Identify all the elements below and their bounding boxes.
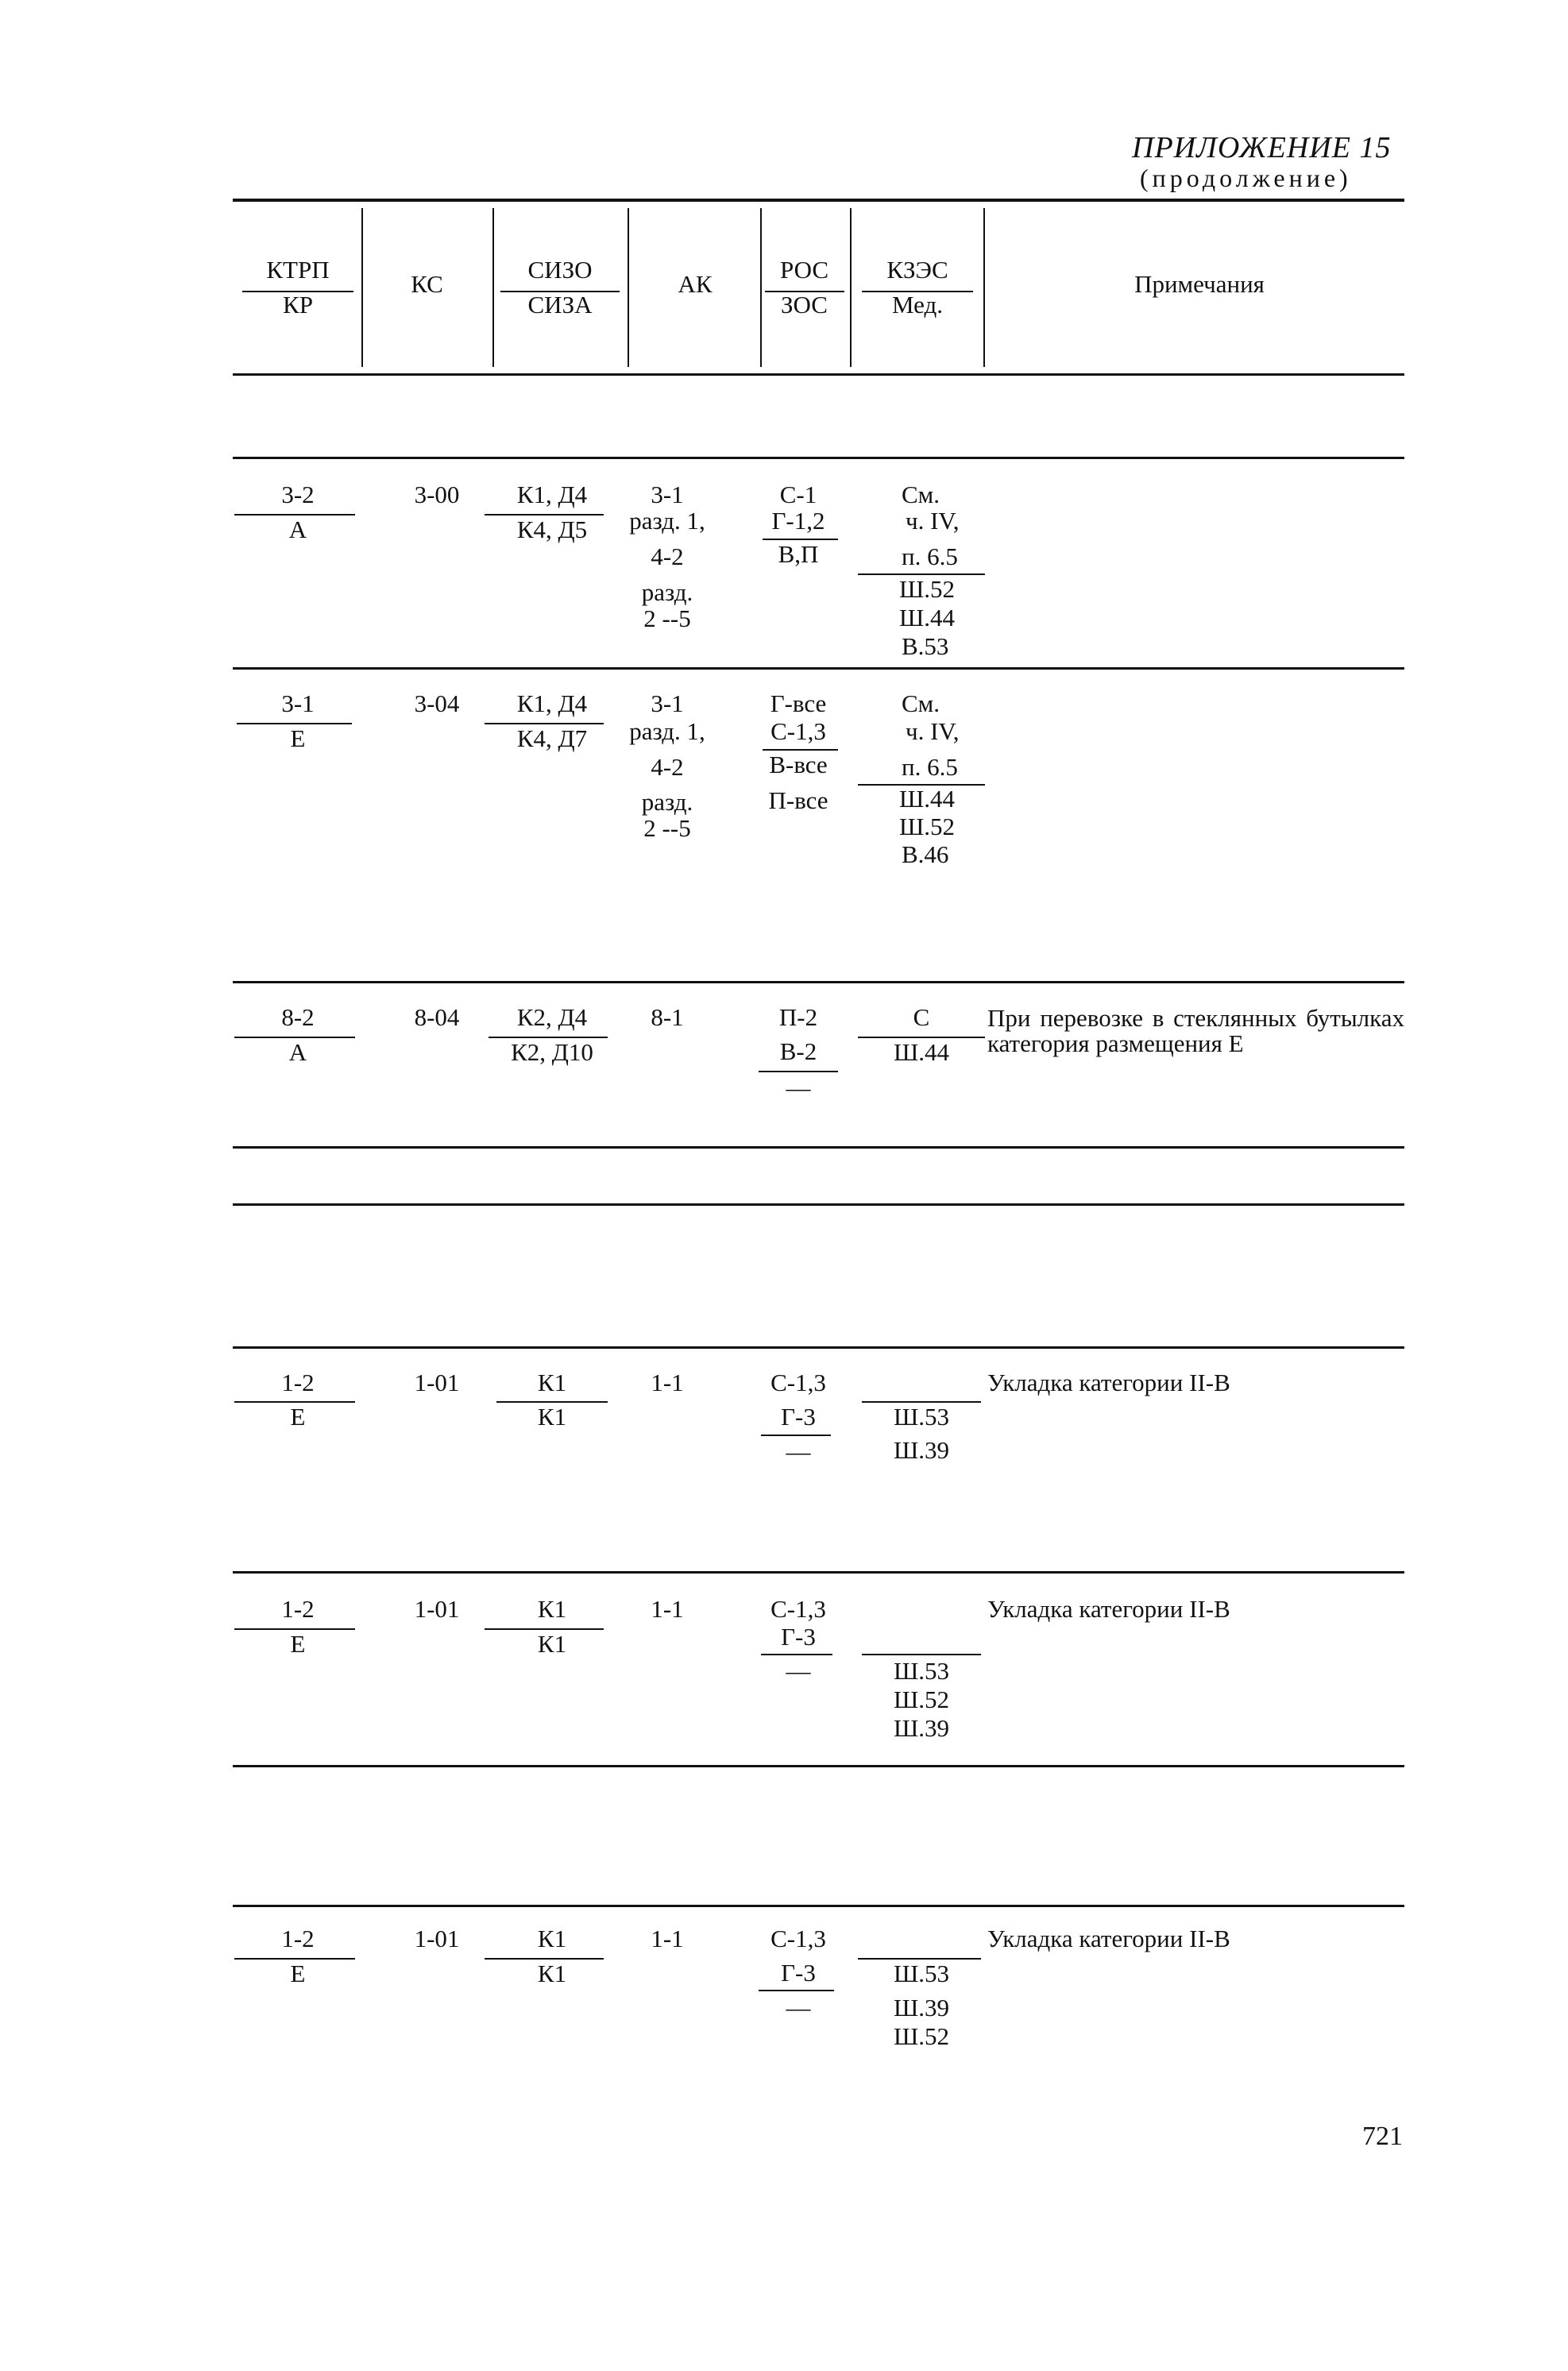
fraction-bar <box>862 1654 981 1655</box>
cell-siza: К4, Д7 <box>516 724 588 752</box>
cell-ros: Г-3 <box>781 1959 816 1987</box>
cell-ak: 8-1 <box>651 1003 684 1031</box>
cell-ak: разд. <box>641 788 693 816</box>
cell-kr: Е <box>290 724 306 752</box>
fraction-bar <box>759 1990 834 1991</box>
cell-ros: С-1,3 <box>770 1369 826 1396</box>
cell-sizo: К1 <box>537 1595 567 1623</box>
cell-sizo: К2, Д4 <box>516 1003 588 1031</box>
header-bottom-rule <box>233 373 1404 376</box>
header-ks: КС <box>411 270 443 298</box>
cell-zos: — <box>786 1438 811 1465</box>
cell-zos: — <box>786 1074 811 1102</box>
header-divider <box>850 208 852 367</box>
cell-med: Ш.53 <box>893 1960 950 1987</box>
cell-ak: 3-1 <box>651 481 684 508</box>
header-divider <box>492 208 494 367</box>
cell-siza: К1 <box>537 1630 567 1658</box>
header-divider <box>760 208 762 367</box>
cell-ros: С-1 <box>779 481 817 508</box>
cell-kr: Е <box>290 1960 306 1987</box>
cell-kzes: См. <box>902 689 940 717</box>
page-number: 721 <box>1362 2122 1403 2151</box>
cell-ros: С-1,3 <box>770 1925 826 1952</box>
cell-ros: Г-все <box>770 689 827 717</box>
cell-ak: 1-1 <box>651 1925 684 1952</box>
cell-med: Ш.53 <box>893 1657 950 1685</box>
cell-ktrp: 3-1 <box>281 689 315 717</box>
cell-ak: 4-2 <box>651 753 684 781</box>
cell-kzes: п. 6.5 <box>902 753 958 781</box>
table-top-rule <box>233 199 1404 202</box>
cell-siza: К1 <box>537 1403 567 1431</box>
header-kzes: КЗЭС <box>886 256 948 284</box>
cell-ak: 2 --5 <box>643 604 691 632</box>
header-divider <box>628 208 629 367</box>
cell-ktrp: 1-2 <box>281 1925 315 1952</box>
cell-ktrp: 3-2 <box>281 481 315 508</box>
cell-sizo: К1, Д4 <box>516 689 588 717</box>
cell-zos: — <box>786 1994 811 2022</box>
cell-ros: Г-3 <box>781 1403 816 1431</box>
cell-med: Ш.39 <box>893 1436 950 1464</box>
cell-ros: Г-1,2 <box>771 507 825 535</box>
header-ak: АК <box>678 270 713 298</box>
cell-ktrp: 1-2 <box>281 1595 315 1623</box>
cell-ros: С-1,3 <box>770 717 826 745</box>
header-siza: СИЗА <box>527 291 593 319</box>
row-separator <box>233 1146 1404 1149</box>
cell-med: Ш.52 <box>899 813 956 840</box>
cell-zos: В-все <box>769 751 828 778</box>
cell-med: Ш.53 <box>893 1403 950 1431</box>
cell-ak: разд. 1, <box>629 507 705 535</box>
row-separator <box>233 1571 1404 1574</box>
cell-sizo: К1, Д4 <box>516 481 588 508</box>
cell-ktrp: 8-2 <box>281 1003 315 1031</box>
cell-ak: 2 --5 <box>643 814 691 842</box>
cell-zos: П-все <box>768 786 828 814</box>
header-ktrp: КТРП <box>266 256 330 284</box>
header-kr: КР <box>283 291 313 319</box>
cell-ros: П-2 <box>778 1003 818 1031</box>
cell-ks: 1-01 <box>414 1595 460 1623</box>
row-separator <box>233 1203 1404 1206</box>
appendix-title: ПРИЛОЖЕНИЕ 15 <box>1132 131 1392 164</box>
cell-med: Ш.52 <box>893 1686 950 1713</box>
row-separator <box>233 667 1404 670</box>
row-separator <box>233 981 1404 983</box>
header-med: Мед. <box>891 291 944 319</box>
cell-kzes: п. 6.5 <box>902 543 958 570</box>
row-separator <box>233 1765 1404 1767</box>
cell-zos: В,П <box>778 540 819 568</box>
appendix-subtitle: (продолжение) <box>1140 164 1352 192</box>
cell-ros: Г-3 <box>781 1623 816 1651</box>
cell-med: Ш.39 <box>893 1994 950 2022</box>
cell-sizo: К1 <box>537 1925 567 1952</box>
cell-note: Укладка категории II-В <box>987 1595 1230 1623</box>
cell-ak: разд. <box>641 578 693 606</box>
header-ros: РОС <box>779 256 829 284</box>
row-separator <box>233 457 1404 459</box>
header-sizo: СИЗО <box>527 256 593 284</box>
cell-ak: разд. 1, <box>629 717 705 745</box>
header-notes: Примечания <box>1134 270 1265 298</box>
row-separator <box>233 1346 1404 1349</box>
cell-kzes: ч. IV, <box>906 717 960 745</box>
cell-kr: Е <box>290 1630 306 1658</box>
cell-ros: В-2 <box>779 1037 817 1065</box>
cell-kr: Е <box>290 1403 306 1431</box>
cell-ak: 4-2 <box>651 543 684 570</box>
cell-kzes: С <box>913 1003 930 1031</box>
cell-med: Ш.44 <box>893 1038 950 1066</box>
cell-siza: К4, Д5 <box>516 516 588 543</box>
cell-sizo: К1 <box>537 1369 567 1396</box>
cell-med: В.46 <box>902 840 949 868</box>
cell-ktrp: 1-2 <box>281 1369 315 1396</box>
cell-ak: 1-1 <box>651 1369 684 1396</box>
cell-ak: 3-1 <box>651 689 684 717</box>
cell-med: В.53 <box>902 632 949 660</box>
fraction-bar <box>761 1654 832 1655</box>
header-divider <box>361 208 363 367</box>
cell-ak: 1-1 <box>651 1595 684 1623</box>
fraction-bar <box>761 1435 831 1436</box>
cell-note: Укладка категории II-В <box>987 1369 1230 1396</box>
cell-med: Ш.52 <box>899 575 956 603</box>
header-zos: ЗОС <box>781 291 828 319</box>
cell-ks: 3-00 <box>414 481 460 508</box>
cell-ks: 3-04 <box>414 689 460 717</box>
cell-kzes: ч. IV, <box>906 507 960 535</box>
cell-note: При перевозке в стеклянных бутылках категория размещения Е <box>987 1004 1404 1057</box>
cell-med: Ш.44 <box>899 785 956 813</box>
row-separator <box>233 1905 1404 1907</box>
cell-siza: К2, Д10 <box>511 1038 593 1066</box>
cell-med: Ш.52 <box>893 2022 950 2050</box>
cell-med: Ш.44 <box>899 604 956 631</box>
cell-zos: — <box>786 1657 811 1685</box>
cell-note: Укладка категории II-В <box>987 1925 1230 1952</box>
cell-med: Ш.39 <box>893 1714 950 1742</box>
header-divider <box>983 208 985 367</box>
cell-ks: 8-04 <box>414 1003 460 1031</box>
cell-kzes: См. <box>902 481 940 508</box>
cell-kr: А <box>288 516 307 543</box>
cell-kr: А <box>288 1038 307 1066</box>
cell-ros: С-1,3 <box>770 1595 826 1623</box>
cell-ks: 1-01 <box>414 1369 460 1396</box>
cell-siza: К1 <box>537 1960 567 1987</box>
fraction-bar <box>759 1071 838 1072</box>
cell-ks: 1-01 <box>414 1925 460 1952</box>
